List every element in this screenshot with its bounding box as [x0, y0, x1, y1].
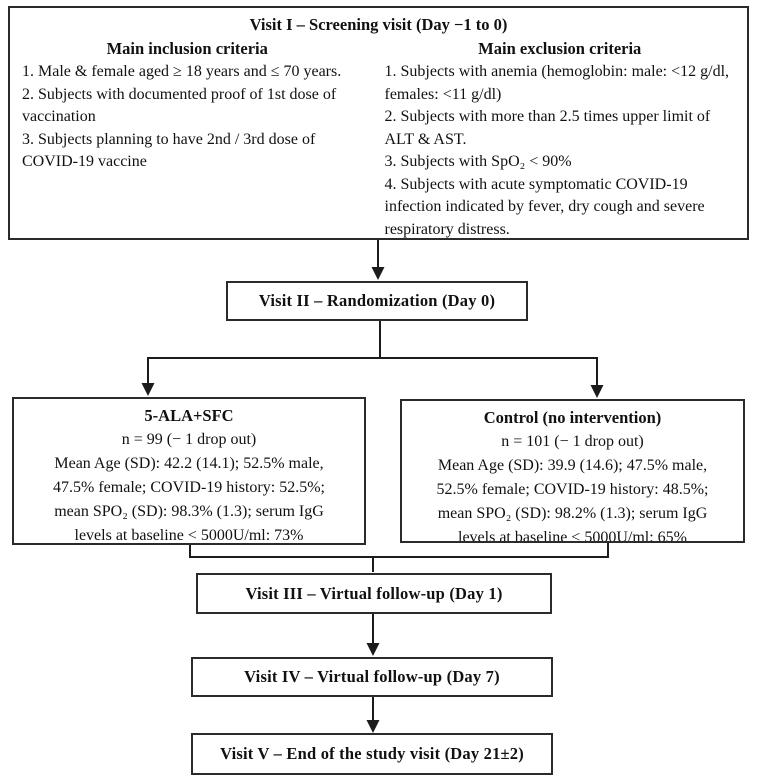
arrow-visit1-to-visit2 [372, 240, 385, 280]
arm-control-stats-line-2: 52.5% female; COVID-19 history: 48.5%; [436, 481, 709, 498]
visit3-label: Visit III – Virtual follow-up (Day 1) [245, 583, 503, 603]
arm-5ala-sfc-stats-line-4: levels at baseline < 5000U/ml: 73% [74, 527, 304, 544]
visit5-end-of-study-box [191, 733, 553, 775]
visit1-title: Visit I – Screening visit (Day −1 to 0) [249, 15, 508, 34]
criteria-columns [20, 37, 737, 240]
inclusion-item-3: 3. Subjects planning to have 2nd / 3rd dose of COVID-19 vaccine [22, 130, 316, 170]
arrow-visit4-to-visit5 [367, 697, 380, 733]
exclusion-item-4: 4. Subjects with acute symptomatic COVID-19 infection indicated by fever, dry cough and severe respiratory distress. [384, 175, 705, 238]
exclusion-criteria-column [379, 37, 738, 240]
visit5-label: Visit V – End of the study visit (Day 21±2) [220, 744, 524, 763]
arm-control-n: n = 101 (− 1 drop out) [501, 433, 644, 450]
exclusion-item-2: 2. Subjects with more than 2.5 times upper limit of ALT & AST. [384, 108, 711, 148]
visit4-label: Visit IV – Virtual follow-up (Day 7) [244, 667, 500, 686]
visit2-randomization-box [226, 281, 528, 321]
inclusion-criteria-header: Main inclusion criteria [106, 39, 268, 58]
arm-control-stats-line-4: levels at baseline < 5000U/ml: 65% [458, 529, 687, 543]
arm-control-box [400, 399, 745, 543]
visit3-followup-box [196, 573, 552, 614]
arrow-split-to-arm-left [142, 357, 155, 396]
arrow-visit3-to-visit4 [367, 614, 380, 656]
arm-control-stats-line-3: mean SPO₂ (SD): 98.2% (1.3); serum IgG [437, 505, 708, 522]
inclusion-item-1: 1. Male & female aged ≥ 18 years and ≤ 70 years. [22, 63, 342, 80]
visit4-followup-box [191, 657, 553, 697]
arm-5ala-sfc-stats-line-1: Mean Age (SD): 42.2 (14.1); 52.5% male, [54, 455, 324, 472]
exclusion-item-3: 3. Subjects with SpO₂ < 90% [384, 153, 572, 170]
arm-5ala-sfc-box [12, 397, 366, 545]
exclusion-criteria-header: Main exclusion criteria [478, 39, 642, 58]
arm-5ala-sfc-n: n = 99 (− 1 drop out) [121, 431, 257, 448]
arm-5ala-sfc-title: 5-ALA+SFC [144, 406, 234, 425]
arm-control-stats-line-1: Mean Age (SD): 39.9 (14.6); 47.5% male, [437, 457, 708, 474]
visit2-label: Visit II – Randomization (Day 0) [258, 291, 496, 310]
visit1-screening-box [8, 6, 749, 240]
merge-connector-arms-to-visit3 [190, 543, 608, 572]
exclusion-item-1: 1. Subjects with anemia (hemoglobin: male: <12 g/dl, females: <11 g/dl) [384, 63, 730, 103]
arm-5ala-sfc-stats-line-2: 47.5% female; COVID-19 history: 52.5%; [53, 479, 325, 496]
inclusion-criteria-column [20, 37, 379, 240]
arm-control-title: Control (no intervention) [483, 408, 662, 427]
split-connector-visit2 [148, 321, 597, 358]
inclusion-item-2: 2. Subjects with documented proof of 1st dose of vaccination [22, 85, 337, 125]
arrow-split-to-arm-right [591, 357, 604, 398]
arm-5ala-sfc-stats-line-3: mean SPO₂ (SD): 98.3% (1.3); serum IgG [54, 503, 324, 520]
